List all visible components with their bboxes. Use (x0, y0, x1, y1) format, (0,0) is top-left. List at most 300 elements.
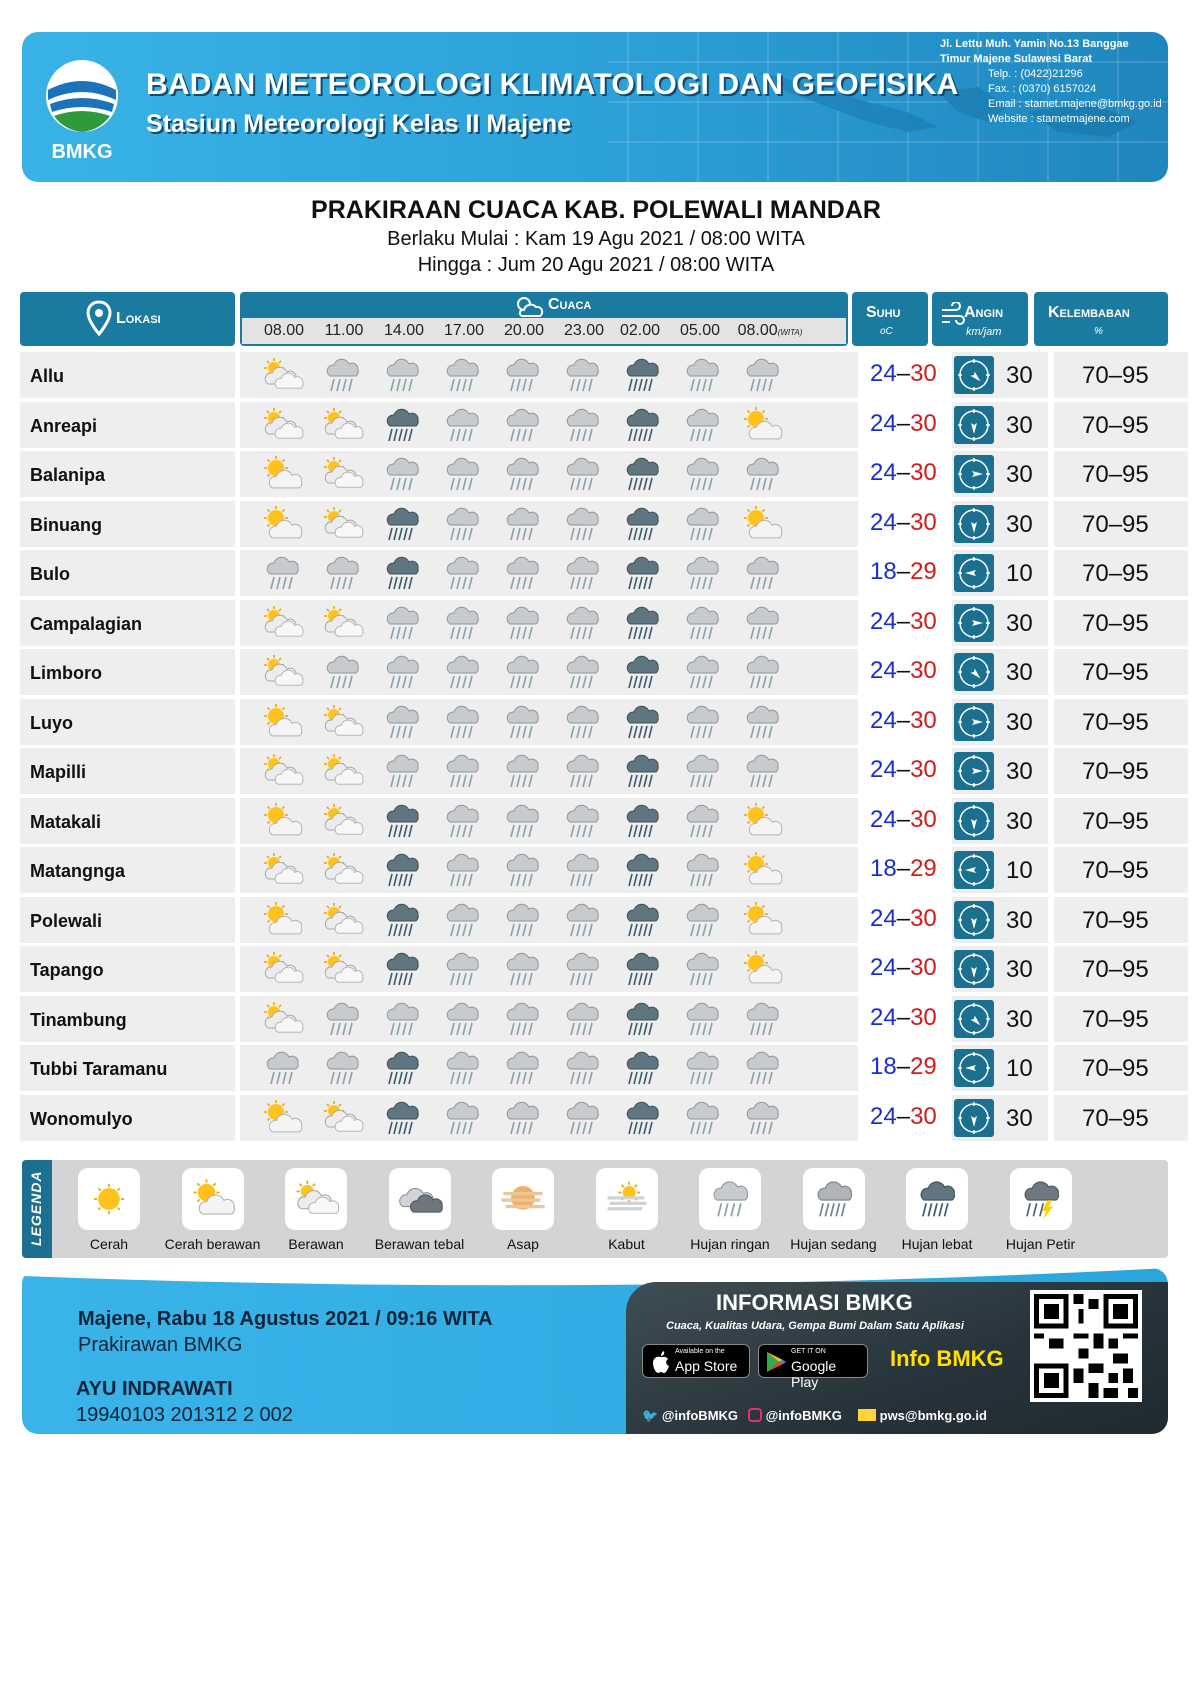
humidity-value: 70–95 (1082, 708, 1149, 736)
location-cell (20, 798, 235, 844)
temperature-max: 30 (910, 607, 937, 635)
wind-speed: 30 (1006, 758, 1033, 785)
instagram-icon (748, 1408, 762, 1422)
legend-item (675, 1168, 785, 1252)
table-row (20, 550, 1170, 596)
weather-berawan-icon (318, 604, 366, 642)
weather-cerah-berawan-icon (258, 505, 306, 543)
weather-ringan-icon (498, 752, 546, 790)
weather-berawan-icon (258, 950, 306, 988)
location-cell (20, 451, 235, 497)
app-store-label: App Store (675, 1358, 738, 1374)
humidity-value: 70–95 (1082, 807, 1149, 835)
wind-cell (952, 600, 1048, 646)
temperature-cell (868, 501, 948, 547)
legend-label: Cerah (89, 1236, 129, 1252)
weather-ringan-icon (438, 851, 486, 889)
weather-ringan-icon (438, 604, 486, 642)
humidity-cell (1054, 550, 1188, 596)
app-store-small: Available on the (675, 1348, 725, 1355)
time-slot-label: 02.00 (619, 322, 661, 339)
humidity-cell (1054, 996, 1188, 1042)
weather-ringan-icon (558, 406, 606, 444)
legend-item (572, 1168, 682, 1252)
table-row (20, 600, 1170, 646)
wind-direction-icon (954, 901, 994, 939)
location-name: Tubbi Taramanu (30, 1059, 168, 1079)
weather-lebat-icon (378, 950, 426, 988)
weather-ringan-icon (678, 1099, 726, 1137)
wind-speed: 10 (1006, 1055, 1033, 1082)
header-kelembaban-unit: % (1094, 326, 1103, 337)
weather-cerah-berawan-icon (258, 901, 306, 939)
weather-berawan-icon (258, 356, 306, 394)
weather-lebat-icon (378, 505, 426, 543)
location-cell (20, 501, 235, 547)
weather-ringan-icon (498, 455, 546, 493)
weather-header-icon (514, 294, 544, 318)
weather-cell (240, 897, 858, 943)
weather-cell (240, 996, 858, 1042)
humidity-cell (1054, 600, 1188, 646)
fax: Fax. : (0370) 6157024 (988, 83, 1097, 95)
humidity-cell (1054, 699, 1188, 745)
weather-ringan-icon (738, 1000, 786, 1038)
temperature-cell (868, 996, 948, 1042)
weather-ringan-icon (498, 505, 546, 543)
weather-ringan-icon (378, 752, 426, 790)
legend-item (779, 1168, 889, 1252)
weather-ringan-icon (498, 604, 546, 642)
wind-direction-icon (954, 802, 994, 840)
temperature-value: 24–30 (870, 1003, 937, 1031)
location-cell (20, 1045, 235, 1091)
weather-cell (240, 748, 858, 794)
forecaster-nip: 19940103 201312 2 002 (76, 1404, 293, 1426)
weather-ringan-icon (438, 505, 486, 543)
instagram-handle[interactable] (748, 1408, 842, 1423)
header-kelembaban-label: Kelembaban (1048, 304, 1130, 321)
humidity-cell (1054, 451, 1188, 497)
location-name: Matakali (30, 811, 102, 832)
address-line-2: Timur Majene Sulawesi Barat (940, 53, 1093, 65)
valid-to: Hingga : Jum 20 Agu 2021 / 08:00 WITA (417, 254, 775, 276)
temperature-value: 24–30 (870, 954, 937, 981)
weather-lebat-icon (618, 1099, 666, 1137)
weather-ringan-icon (318, 1049, 366, 1087)
weather-lebat-icon (618, 604, 666, 642)
wind-cell (952, 550, 1048, 596)
temperature-value: 24–30 (870, 904, 937, 932)
weather-ringan-icon (438, 653, 486, 691)
legend-label: Hujan ringan (690, 1236, 770, 1252)
legend-title: LEGENDA (28, 1170, 44, 1246)
weather-lebat-icon (618, 851, 666, 889)
location-cell (20, 699, 235, 745)
table-row (20, 897, 1170, 943)
weather-ringan-icon (558, 752, 606, 790)
legend-label: Berawan tebal (374, 1236, 465, 1252)
legend-tab (22, 1160, 52, 1258)
google-play-label: Google Play (791, 1358, 837, 1390)
temperature-max: 30 (910, 805, 937, 833)
wind-speed: 30 (1006, 1104, 1033, 1132)
weather-ringan-icon (738, 356, 786, 394)
telephone: Telp. : (0422)21296 (988, 68, 1083, 80)
weather-ringan-icon (498, 703, 546, 741)
wind-cell (952, 946, 1048, 992)
weather-lebat-icon (378, 554, 426, 592)
temperature-cell (868, 798, 948, 844)
temperature-min: 24 (870, 360, 897, 387)
weather-cell (240, 451, 858, 497)
weather-ringan-icon (558, 554, 606, 592)
weather-lebat-icon (378, 406, 426, 444)
location-cell (20, 600, 235, 646)
twitter-handle[interactable] (642, 1408, 738, 1424)
weather-berawan-icon (258, 653, 306, 691)
legend-label: Kabut (608, 1236, 645, 1252)
location-name: Polewali (30, 910, 103, 931)
temperature-max: 30 (910, 904, 937, 932)
apple-icon (649, 1349, 671, 1375)
humidity-cell (1054, 1095, 1188, 1141)
weather-ringan-icon (378, 356, 426, 394)
google-play-icon (765, 1350, 787, 1374)
weather-ringan-icon (678, 752, 726, 790)
weather-berawan-icon (318, 1099, 366, 1137)
weather-berawan-icon (318, 455, 366, 493)
humidity-cell (1054, 352, 1188, 398)
temperature-max: 30 (910, 756, 937, 783)
location-cell (20, 897, 235, 943)
temperature-cell (868, 946, 948, 992)
temperature-cell (868, 600, 948, 646)
location-name: Binuang (30, 514, 102, 535)
weather-ringan-icon (738, 604, 786, 642)
weather-cerah-berawan-icon (738, 901, 786, 939)
legend-lebat-icon (906, 1168, 968, 1230)
logo-text: BMKG (51, 141, 113, 163)
info-subtitle: Cuaca, Kualitas Udara, Gempa Bumi Dalam Satu Aplikasi (666, 1320, 964, 1332)
humidity-cell (1054, 847, 1188, 893)
header-cuaca-label: Cuaca (548, 296, 592, 313)
weather-lebat-icon (618, 703, 666, 741)
weather-lebat-icon (618, 1000, 666, 1038)
weather-ringan-icon (498, 356, 546, 394)
humidity-value: 70–95 (1082, 461, 1149, 488)
wind-cell (952, 699, 1048, 745)
weather-cell (240, 847, 858, 893)
location-cell (20, 402, 235, 448)
temperature-min: 24 (870, 954, 897, 981)
time-slot-label: 14.00 (383, 322, 425, 339)
weather-lebat-icon (618, 950, 666, 988)
weather-lebat-icon (378, 901, 426, 939)
weather-ringan-icon (378, 653, 426, 691)
valid-from: Berlaku Mulai : Kam 19 Agu 2021 / 08:00 WITA (387, 228, 805, 250)
wind-direction-icon (954, 1099, 994, 1137)
weather-ringan-icon (438, 1049, 486, 1087)
temperature-min: 24 (870, 706, 897, 734)
weather-ringan-icon (738, 653, 786, 691)
temperature-max: 30 (910, 360, 937, 387)
temperature-min: 24 (870, 805, 897, 833)
legend-sedang-icon (803, 1168, 865, 1230)
weather-cerah-berawan-icon (258, 455, 306, 493)
weather-ringan-icon (738, 554, 786, 592)
weather-lebat-icon (618, 653, 666, 691)
table-row (20, 847, 1170, 893)
weather-berawan-icon (318, 703, 366, 741)
header-suhu-unit: oC (880, 326, 893, 337)
weather-cell (240, 352, 858, 398)
weather-ringan-icon (558, 851, 606, 889)
temperature-cell (868, 550, 948, 596)
weather-lebat-icon (378, 802, 426, 840)
contact-block (940, 37, 1162, 127)
legend-berawan-tebal-icon (389, 1168, 451, 1230)
wind-cell (952, 649, 1048, 695)
google-play-badge[interactable] (758, 1344, 868, 1390)
temperature-max: 30 (910, 508, 937, 536)
weather-ringan-icon (498, 1099, 546, 1137)
legend-item (986, 1168, 1096, 1252)
weather-berawan-icon (258, 752, 306, 790)
temperature-max: 30 (910, 459, 937, 486)
weather-berawan-icon (258, 851, 306, 889)
bmkg-logo (42, 54, 122, 164)
time-slot (670, 322, 730, 340)
legend-ringan-icon (699, 1168, 761, 1230)
instagram-text: @infoBMKG (765, 1408, 842, 1423)
weather-lebat-icon (618, 455, 666, 493)
wind-cell (952, 402, 1048, 448)
time-slot (374, 322, 434, 340)
location-name: Mapilli (30, 762, 87, 782)
table-row (20, 501, 1170, 547)
temperature-value: 24–30 (870, 1102, 937, 1130)
weather-ringan-icon (738, 703, 786, 741)
weather-ringan-icon (678, 604, 726, 642)
weather-ringan-icon (378, 455, 426, 493)
time-row (242, 318, 846, 344)
time-zone-label: (WITA) (777, 328, 803, 337)
temperature-cell (868, 1045, 948, 1091)
wind-direction-icon (954, 406, 994, 444)
weather-lebat-icon (618, 901, 666, 939)
time-slot-label: 08.00 (737, 322, 778, 339)
wind-speed: 30 (1006, 956, 1033, 983)
legend-label: Hujan sedang (790, 1236, 877, 1252)
humidity-cell (1054, 1045, 1188, 1091)
temperature-value: 18–29 (870, 1053, 937, 1080)
email: Email : stamet.majene@bmkg.go.id (988, 98, 1162, 110)
weather-ringan-icon (498, 950, 546, 988)
app-store-badge[interactable] (642, 1344, 750, 1378)
wind-cell (952, 748, 1048, 794)
temperature-min: 24 (870, 756, 897, 783)
temperature-value: 24–30 (870, 508, 937, 536)
weather-ringan-icon (678, 950, 726, 988)
wind-cell (952, 1045, 1048, 1091)
humidity-value: 70–95 (1082, 906, 1149, 934)
legend-label: Hujan lebat (901, 1236, 973, 1252)
humidity-cell (1054, 649, 1188, 695)
email-contact[interactable] (858, 1408, 987, 1423)
temperature-min: 24 (870, 459, 897, 486)
humidity-cell (1054, 501, 1188, 547)
location-name: Balanipa (30, 465, 106, 485)
weather-ringan-icon (738, 1049, 786, 1087)
weather-ringan-icon (378, 1000, 426, 1038)
legend-label: Berawan (288, 1236, 344, 1252)
location-cell (20, 550, 235, 596)
temperature-cell (868, 402, 948, 448)
time-slot (434, 322, 494, 340)
temperature-max: 30 (910, 657, 937, 684)
table-row (20, 1095, 1170, 1141)
temperature-min: 24 (870, 1003, 897, 1031)
weather-ringan-icon (678, 505, 726, 543)
weather-cerah-berawan-icon (738, 851, 786, 889)
legend-item (882, 1168, 992, 1252)
weather-berawan-icon (318, 802, 366, 840)
weather-ringan-icon (678, 851, 726, 889)
location-name: Tinambung (30, 1009, 127, 1030)
header-angin-unit: km/jam (966, 326, 1002, 338)
humidity-cell (1054, 748, 1188, 794)
weather-ringan-icon (558, 455, 606, 493)
table-row (20, 748, 1170, 794)
weather-cerah-berawan-icon (738, 505, 786, 543)
location-name: Allu (30, 366, 64, 386)
temperature-value: 24–30 (870, 756, 937, 783)
info-title: INFORMASI BMKG (716, 1290, 913, 1315)
humidity-value: 70–95 (1082, 1104, 1149, 1132)
qr-code-image (1034, 1294, 1138, 1398)
temperature-value: 24–30 (870, 805, 937, 833)
humidity-value: 70–95 (1082, 758, 1149, 785)
legend (22, 1160, 1168, 1258)
humidity-value: 70–95 (1082, 510, 1149, 538)
wind-direction-icon (954, 455, 994, 493)
weather-lebat-icon (618, 554, 666, 592)
weather-lebat-icon (618, 505, 666, 543)
weather-ringan-icon (438, 406, 486, 444)
wind-speed: 10 (1006, 560, 1033, 587)
time-slot-label: 20.00 (503, 322, 545, 339)
wind-speed: 30 (1006, 510, 1033, 538)
forecast-title: PRAKIRAAN CUACA KAB. POLEWALI MANDAR (311, 196, 881, 224)
wind-speed: 30 (1006, 659, 1033, 686)
wind-speed: 30 (1006, 362, 1033, 389)
table-row (20, 352, 1170, 398)
weather-berawan-icon (318, 505, 366, 543)
wind-direction-icon (954, 950, 994, 988)
legend-label: Cerah berawan (164, 1236, 261, 1252)
humidity-value: 70–95 (1082, 1005, 1149, 1033)
temperature-cell (868, 451, 948, 497)
wind-direction-icon (954, 505, 994, 543)
legend-kabut-icon (596, 1168, 658, 1230)
wind-speed: 10 (1006, 857, 1033, 884)
weather-ringan-icon (318, 1000, 366, 1038)
weather-ringan-icon (558, 356, 606, 394)
weather-ringan-icon (438, 901, 486, 939)
table-row (20, 402, 1170, 448)
location-cell (20, 748, 235, 794)
wind-icon (940, 302, 966, 326)
temperature-value: 24–30 (870, 409, 937, 437)
weather-ringan-icon (738, 752, 786, 790)
weather-ringan-icon (678, 901, 726, 939)
humidity-value: 70–95 (1082, 857, 1149, 884)
address-line-1: Jl. Lettu Muh. Yamin No.13 Banggae (940, 38, 1129, 50)
temperature-min: 24 (870, 1102, 897, 1130)
weather-cerah-berawan-icon (258, 703, 306, 741)
weather-berawan-icon (318, 752, 366, 790)
weather-ringan-icon (558, 901, 606, 939)
time-slot-label: 11.00 (324, 322, 364, 339)
wind-cell (952, 352, 1048, 398)
time-slot (254, 322, 314, 340)
weather-cell (240, 550, 858, 596)
weather-cerah-berawan-icon (258, 1099, 306, 1137)
legend-cerah-berawan-icon (182, 1168, 244, 1230)
table-row (20, 946, 1170, 992)
weather-ringan-icon (318, 554, 366, 592)
weather-berawan-icon (258, 1000, 306, 1038)
weather-ringan-icon (558, 950, 606, 988)
footer (22, 1268, 1168, 1434)
mail-icon (858, 1409, 876, 1421)
weather-ringan-icon (678, 356, 726, 394)
wind-direction-icon (954, 752, 994, 790)
humidity-value: 70–95 (1082, 560, 1149, 587)
temperature-min: 24 (870, 657, 897, 684)
weather-ringan-icon (678, 653, 726, 691)
forecaster-role: Prakirawan BMKG (78, 1334, 243, 1356)
weather-ringan-icon (558, 802, 606, 840)
weather-ringan-icon (258, 1049, 306, 1087)
wind-direction-icon (954, 851, 994, 889)
weather-lebat-icon (378, 851, 426, 889)
weather-berawan-icon (318, 950, 366, 988)
weather-lebat-icon (618, 356, 666, 394)
location-name: Tapango (30, 960, 104, 980)
humidity-value: 70–95 (1082, 659, 1149, 686)
weather-ringan-icon (678, 1000, 726, 1038)
location-cell (20, 352, 235, 398)
weather-ringan-icon (558, 703, 606, 741)
temperature-value: 24–30 (870, 360, 937, 387)
weather-lebat-icon (618, 1049, 666, 1087)
weather-ringan-icon (558, 1000, 606, 1038)
legend-label: Hujan Petir (1005, 1236, 1076, 1252)
temperature-min: 18 (870, 1053, 897, 1080)
wind-direction-icon (954, 554, 994, 592)
weather-ringan-icon (498, 1000, 546, 1038)
weather-cell (240, 946, 858, 992)
table-row (20, 451, 1170, 497)
table-row (20, 649, 1170, 695)
header-suhu-label: Suhu (866, 304, 901, 321)
humidity-cell (1054, 798, 1188, 844)
temperature-cell (868, 1095, 948, 1141)
weather-lebat-icon (618, 802, 666, 840)
weather-ringan-icon (438, 703, 486, 741)
